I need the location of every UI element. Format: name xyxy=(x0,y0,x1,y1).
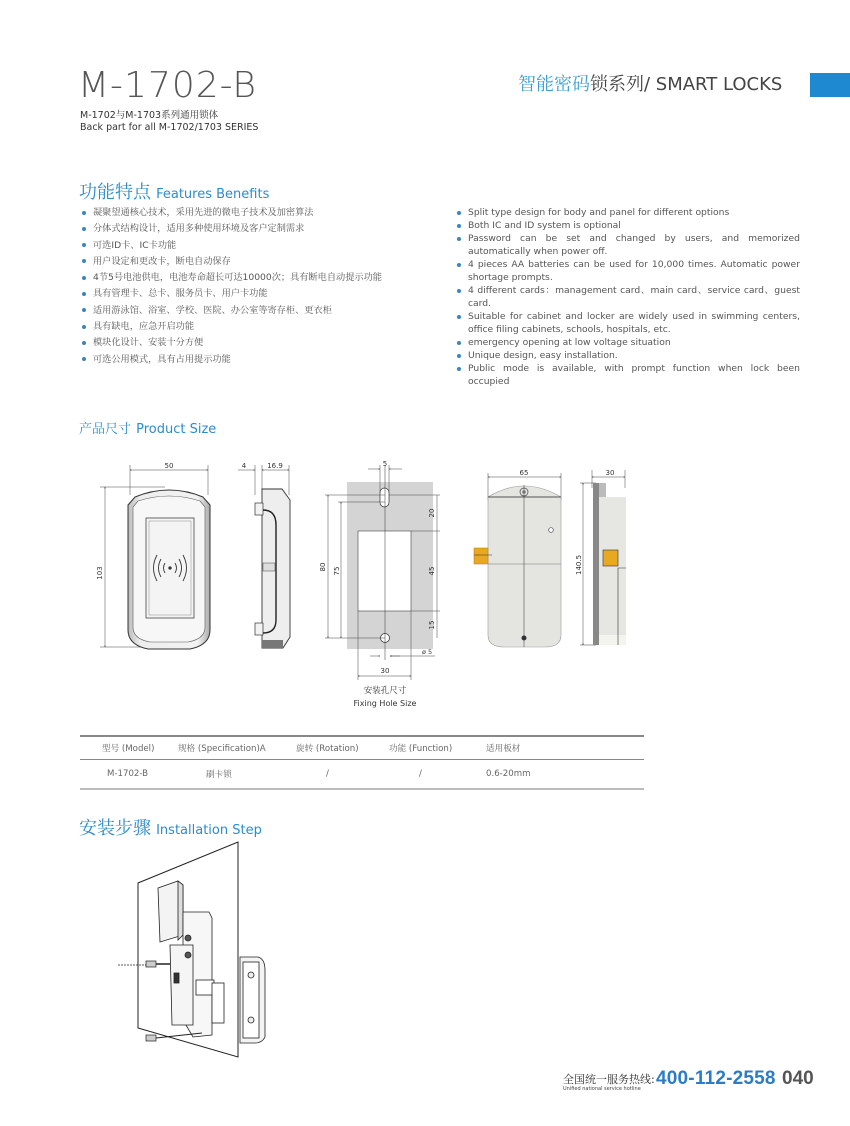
installation-heading-cn: 安装步骤 xyxy=(79,818,151,839)
top-offset-label: 20 xyxy=(428,508,436,518)
features-list-en xyxy=(455,206,800,388)
series-label-highlight: 智能密码 xyxy=(518,74,590,95)
features-heading-cn: 功能特点 xyxy=(79,182,151,203)
side-depth-label: 16.9 xyxy=(267,462,283,470)
feature-item: Both IC and ID system is optional xyxy=(455,219,800,232)
window-height-label: 45 xyxy=(428,566,436,576)
installation-diagram xyxy=(110,840,310,1070)
panel-side-view xyxy=(238,462,290,648)
table-row xyxy=(80,760,644,790)
installation-heading-en: Installation Step xyxy=(156,823,262,838)
bottom-offset-label: 15 xyxy=(428,620,436,630)
hotline-number: 400-112-2558 xyxy=(656,1068,776,1089)
col-header-function: 功能 (Function) xyxy=(389,736,486,760)
feature-item: 4 different cards：management card、main card、service card、guest card. xyxy=(455,284,800,310)
panel-front-view xyxy=(96,462,210,649)
body-depth-label: 30 xyxy=(605,469,615,477)
fixing-hole-diagram xyxy=(319,460,440,680)
features-list-cn xyxy=(80,206,382,369)
latch-bolt xyxy=(474,548,488,564)
feature-item: 具有缺电，应急开启功能 xyxy=(80,320,382,333)
fixing-hole-caption-en: Fixing Hole Size xyxy=(353,699,417,708)
body-width-label: 65 xyxy=(519,469,529,477)
features-heading-en: Features Benefits xyxy=(156,187,270,202)
feature-item: Password can be set and changed by users, and memorized automatically when power off. xyxy=(455,232,800,258)
cell-board: 0.6-20mm xyxy=(486,760,644,790)
product-size-heading xyxy=(79,418,216,437)
product-drawings xyxy=(0,455,850,720)
body-height-label: 140.5 xyxy=(575,554,583,576)
col-header-model: 型号 (Model) xyxy=(80,736,178,760)
panel-width-label: 50 xyxy=(164,462,174,470)
model-title: M-1702-B xyxy=(78,65,257,106)
feature-item: 可选公用模式，具有占用提示功能 xyxy=(80,353,382,366)
hotline-label-en: Unified national service hotline xyxy=(563,1086,641,1092)
brand-color-bar xyxy=(810,73,850,97)
col-header-spec: 规格 (Specification)A xyxy=(178,736,296,760)
features-heading xyxy=(79,178,269,204)
spec-table-header xyxy=(80,736,644,760)
col-header-rotation: 旋转 (Rotation) xyxy=(296,736,389,760)
feature-item: 4 pieces AA batteries can be used for 10,000 times. Automatic power shortage prompts. xyxy=(455,258,800,284)
feature-item: Split type design for body and panel for different options xyxy=(455,206,800,219)
cell-rotation: / xyxy=(296,760,389,790)
feature-item: Unique design, easy installation. xyxy=(455,349,800,362)
subtitle-cn: M-1702与M-1703系列通用锁体 xyxy=(80,110,219,121)
model-subtitle xyxy=(80,110,258,134)
feature-item: 凝聚望通核心技术，采用先进的微电子技术及加密算法 xyxy=(80,206,382,219)
feature-item: 分体式结构设计，适用多种使用环境及客户定制需求 xyxy=(80,222,382,235)
product-size-heading-cn: 产品尺寸 xyxy=(79,422,132,437)
feature-item: 模块化设计、安装十分方便 xyxy=(80,336,382,349)
spec-table xyxy=(80,735,644,790)
feature-item: 具有管理卡、总卡、服务员卡、用户卡功能 xyxy=(80,287,382,300)
installation-heading xyxy=(79,814,262,840)
feature-item: Suitable for cabinet and locker are widely used in swimming centers, office filing cabinets, schools, hospitals, etc. xyxy=(455,310,800,336)
panel-height-label: 103 xyxy=(96,566,104,580)
feature-item: 适用游泳馆、浴室、学校、医院、办公室等寄存柜、更衣柜 xyxy=(80,304,382,317)
hole-spacing-label: 75 xyxy=(333,566,341,576)
feature-item: 4节5号电池供电，电池寿命超长可达10000次；具有断电自动提示功能 xyxy=(80,271,382,284)
cell-spec: 刷卡锁 xyxy=(178,760,296,790)
col-header-board: 适用板材 xyxy=(486,736,644,760)
cell-model: M-1702-B xyxy=(80,760,178,790)
feature-item: Public mode is available, with prompt function when lock been occupied xyxy=(455,362,800,388)
series-label xyxy=(518,73,782,97)
feature-item: emergency opening at low voltage situation xyxy=(455,336,800,349)
slot-width-label: 5 xyxy=(382,460,388,468)
product-size-heading-en: Product Size xyxy=(136,422,217,437)
cell-function: / xyxy=(389,760,486,790)
hole-diameter-label: ø 5 xyxy=(422,648,433,656)
total-height-label: 80 xyxy=(319,562,327,572)
panel-back-illustration xyxy=(240,957,265,1043)
subtitle-en: Back part for all M-1702/1703 SERIES xyxy=(80,122,259,133)
hole-width-label: 30 xyxy=(380,667,390,675)
hotline-label-cn: 全国统一服务热线: xyxy=(563,1073,655,1086)
feature-item: 可选ID卡、IC卡功能 xyxy=(80,239,382,252)
page-number: 040 xyxy=(782,1068,814,1089)
side-offset-label: 4 xyxy=(241,462,247,470)
series-label-rest: 锁系列/ SMART LOCKS xyxy=(590,74,783,95)
lock-body-side-view xyxy=(575,469,626,645)
fixing-hole-caption-cn: 安装孔尺寸 xyxy=(363,686,407,696)
lock-body-front-view xyxy=(474,469,561,647)
feature-item: 用户设定和更改卡，断电自动保存 xyxy=(80,255,382,268)
